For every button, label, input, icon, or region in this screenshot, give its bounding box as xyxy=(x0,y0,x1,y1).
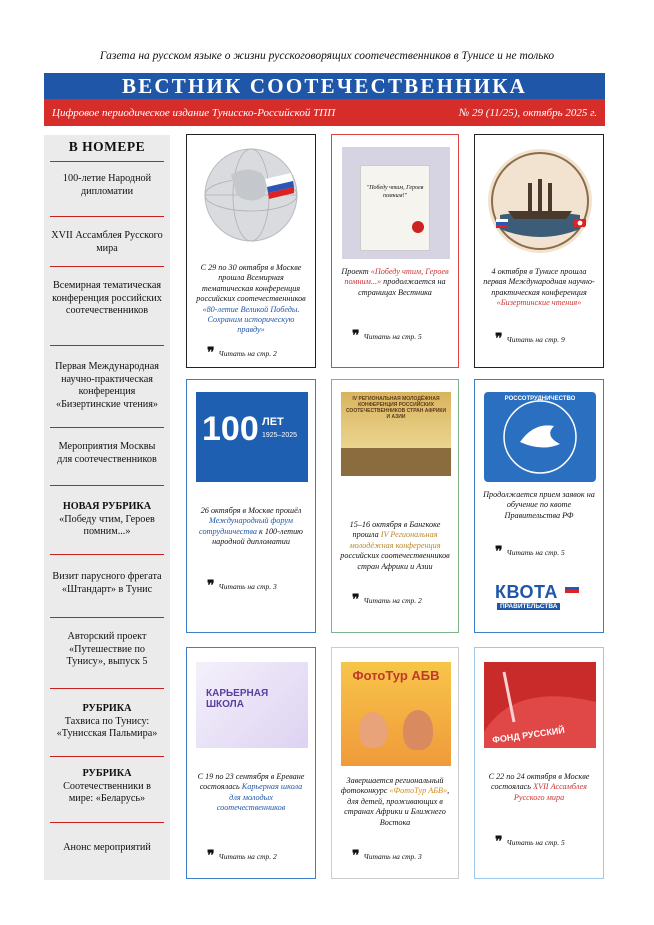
kvota-text: КВОТА xyxy=(495,582,558,602)
quote-icon: ❞ xyxy=(352,328,360,344)
sidebar-divider xyxy=(50,688,164,689)
read-more-link[interactable]: ❞ Читать на стр. 2 xyxy=(207,848,277,864)
sidebar-divider xyxy=(50,161,164,162)
sidebar-item-travel-tunisia[interactable] xyxy=(50,631,164,669)
masthead-title: ВЕСТНИК СООТЕЧЕСТВЕННИКА xyxy=(44,73,605,99)
article-caption: С 22 по 24 октября в Москве состоялась XVII Ассамблея Русского мира xyxy=(488,772,590,802)
quote-icon: ❞ xyxy=(207,578,215,594)
sidebar-item-rubric-belarus[interactable] xyxy=(50,768,164,806)
sidebar-item-label: «Победу чтим, Героев помним...» xyxy=(59,513,155,537)
sidebar-item-new-rubric[interactable] xyxy=(50,501,164,539)
carnation-icon xyxy=(412,221,424,233)
article-card-quota[interactable] xyxy=(474,379,604,633)
article-card-russian-world-assembly[interactable] xyxy=(474,647,604,879)
article-caption: С 19 по 23 сентября в Ереване состоялась Карьерная школа для молодых соотечественников xyxy=(197,772,305,813)
book-cover: "Победу чтим, Героев помним!" xyxy=(360,165,430,251)
article-caption: Проект «Победу чтим, Героев помним...» продолжается на страницах Вестника xyxy=(341,267,449,297)
globe-image xyxy=(201,145,301,245)
quote-icon: ❞ xyxy=(207,848,215,864)
russkiy-mir-flag-text: ФОНД РУССКИЙ xyxy=(491,724,566,746)
sidebar-divider xyxy=(50,266,164,267)
article-caption: 4 октября в Тунисе прошла первая Международная научно-практическая конференция «Бизертинские чтения» xyxy=(483,267,595,308)
sidebar-item-label: Тахвиса по Тунису: «Тунисская Пальмира» xyxy=(56,715,158,739)
article-card-photo-contest[interactable] xyxy=(331,647,459,879)
tagline: Газета на русском языке о жизни русскоговорящих соотечественников в Тунисе и не только xyxy=(99,50,555,62)
russkiy-mir-image xyxy=(484,662,596,748)
article-caption: 26 октября в Москве прошёл Международный форум сотрудничества к 100-летию народной дипломатии xyxy=(199,506,303,547)
sidebar-item-moscow-events[interactable] xyxy=(50,441,164,466)
child-figure xyxy=(359,712,387,748)
article-card-world-conference[interactable] xyxy=(186,134,316,368)
sidebar-divider xyxy=(50,617,164,618)
career-school-title: КАРЬЕРНАЯ ШКОЛА xyxy=(206,688,269,710)
sidebar-item-label: Всемирная тематическая конференция российских соотечественников xyxy=(52,280,162,316)
sidebar-divider xyxy=(50,485,164,486)
quote-icon: ❞ xyxy=(352,592,360,608)
masthead-subtitle: Цифровое периодическое издание Тунисско-Российской ТПП xyxy=(52,106,336,119)
sidebar-item-rubric-palmyra[interactable] xyxy=(50,703,164,741)
article-card-career-school[interactable] xyxy=(186,647,316,879)
article-card-victory-project[interactable] xyxy=(331,134,459,368)
cruiser-emblem-image xyxy=(488,149,592,253)
kvota-logo xyxy=(489,576,589,618)
sidebar-item-bizerte-readings[interactable] xyxy=(50,361,164,411)
sidebar-item-label: XVII Ассамблея Русского мира xyxy=(51,230,163,254)
read-more-link[interactable]: ❞ Читать на стр. 2 xyxy=(207,345,277,361)
sidebar-item-label: Соотечественники в мире: «Беларусь» xyxy=(63,780,151,804)
conference-banner-text: IV РЕГИОНАЛЬНАЯ МОЛОДЁЖНАЯ КОНФЕРЕНЦИЯ РОССИЙСКИХ СООТЕЧЕСТВЕННИКОВ СТРАН АФРИКИ И АЗИИ xyxy=(345,396,447,420)
sidebar-divider xyxy=(50,427,164,428)
read-more-link[interactable]: ❞ Читать на стр. 2 xyxy=(352,592,422,608)
sidebar-divider xyxy=(50,554,164,555)
sidebar-item-assembly[interactable] xyxy=(50,230,164,255)
article-caption: Завершается региональный фотоконкурс «ФотоТур АБВ», для детей, проживающих в странах Африки и Ближнего Востока xyxy=(340,776,450,827)
kvota-subtext: ПРАВИТЕЛЬСТВА xyxy=(497,603,560,610)
child-figure xyxy=(403,710,433,750)
centenary-years: 1925–2025 xyxy=(262,432,298,439)
sidebar-item-label: Мероприятия Москвы для соотечественников xyxy=(57,441,157,465)
sidebar-divider xyxy=(50,822,164,823)
read-more-link[interactable]: ❞ Читать на стр. 5 xyxy=(495,544,565,560)
youth-conference-image xyxy=(341,392,451,476)
sidebar-item-heading: РУБРИКА xyxy=(82,768,132,779)
sidebar-item-people-diplomacy[interactable] xyxy=(50,173,164,198)
article-card-bizerte[interactable] xyxy=(474,134,604,368)
article-caption: С 29 по 30 октября в Москве прошла Всемирная тематическая конференция российских соотечественников «80-летие Великой Победы. Сохраним историческую правду» xyxy=(196,263,306,335)
quote-icon: ❞ xyxy=(495,544,503,560)
quote-icon: ❞ xyxy=(352,848,360,864)
quote-icon: ❞ xyxy=(207,345,215,361)
rossotrudnichestvo-text: РОССОТРУДНИЧЕСТВО xyxy=(504,396,576,402)
issue-number: № 29 (11/25), октябрь 2025 г. xyxy=(458,106,597,119)
article-caption: 15–16 октября в Бангкоке прошла IV Региональная молодёжная конференция российских соотечественников стран Африки и Азии xyxy=(340,520,450,571)
sidebar xyxy=(44,135,170,880)
read-more-link[interactable]: ❞ Читать на стр. 3 xyxy=(352,848,422,864)
sidebar-item-label: Анонс мероприятий xyxy=(63,842,151,853)
sidebar-item-label: Визит парусного фрегата «Штандарт» в Тунис xyxy=(52,571,162,595)
article-caption: Продолжается прием заявок на обучение по квоте Правительства РФ xyxy=(483,490,595,520)
conference-ground xyxy=(341,448,451,476)
sidebar-item-announcements[interactable] xyxy=(50,842,164,855)
read-more-link[interactable]: ❞ Читать на стр. 5 xyxy=(352,328,422,344)
sidebar-item-shtandart[interactable] xyxy=(50,571,164,596)
centenary-word: ЛЕТ xyxy=(262,416,284,428)
sidebar-item-label: Авторский проект «Путешествие по Тунису», выпуск 5 xyxy=(66,631,148,667)
quote-icon: ❞ xyxy=(495,331,503,347)
rossotrudnichestvo-image xyxy=(484,392,596,482)
photo-contest-title: ФотоТур АБВ xyxy=(352,668,440,683)
quote-icon: ❞ xyxy=(495,834,503,850)
russian-flag-icon xyxy=(565,584,579,593)
sidebar-divider xyxy=(50,756,164,757)
article-card-forum[interactable] xyxy=(186,379,316,633)
masthead-subbar xyxy=(44,99,605,126)
read-more-link[interactable]: ❞ Читать на стр. 5 xyxy=(495,834,565,850)
sidebar-item-world-conference[interactable] xyxy=(50,280,164,318)
photo-contest-image xyxy=(341,662,451,766)
sidebar-item-label: 100-летие Народной дипломатии xyxy=(62,173,152,197)
article-card-youth-conference[interactable] xyxy=(331,379,459,633)
read-more-link[interactable]: ❞ Читать на стр. 3 xyxy=(207,578,277,594)
centenary-number: 100 xyxy=(202,410,259,448)
sidebar-item-label: Первая Международная научно-практическая конференция «Бизертинские чтения» xyxy=(55,361,159,410)
masthead xyxy=(44,73,605,126)
sidebar-title: В НОМЕРЕ xyxy=(68,139,146,154)
sidebar-divider xyxy=(50,345,164,346)
centenary-logo-image xyxy=(196,392,308,482)
sidebar-item-heading: НОВАЯ РУБРИКА xyxy=(62,501,152,512)
victory-book-image xyxy=(342,147,450,259)
read-more-link[interactable]: ❞ Читать на стр. 9 xyxy=(495,331,565,347)
sidebar-divider xyxy=(50,216,164,217)
career-school-image xyxy=(196,662,308,748)
sidebar-item-heading: РУБРИКА xyxy=(82,703,132,714)
